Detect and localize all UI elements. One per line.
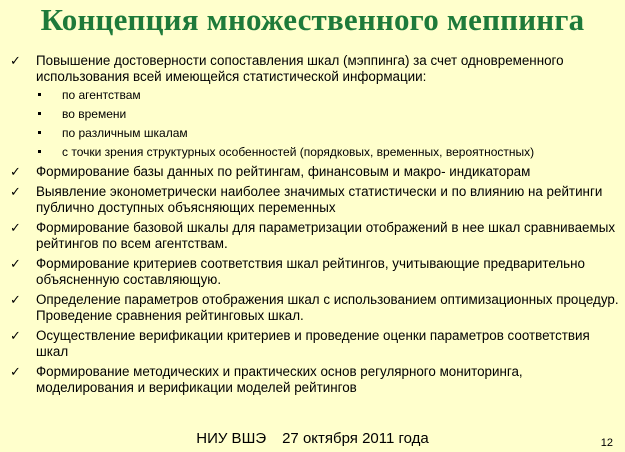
checkmark-icon: ✓	[10, 164, 21, 179]
footer-org: НИУ ВШЭ	[196, 430, 267, 447]
list-item	[10, 328, 620, 360]
list-item	[10, 184, 620, 216]
list-item-text: Формирование критериев соответствия шкал рейтингов, учитывающие предварительно объясненную составляющую.	[36, 256, 585, 287]
list-item-text: Выявление эконометрически наиболее значимых статистически и по влиянию на рейтинги публично доступных объясняющих переменных	[36, 184, 603, 215]
sub-list-item-text: во времени	[62, 107, 127, 121]
checkmark-icon: ✓	[10, 220, 21, 235]
square-bullet-icon	[38, 93, 41, 96]
sub-list-item-text: с точки зрения структурных особенностей (порядковых, временных, вероятностных)	[62, 145, 535, 159]
list-item-text: Осуществление верификации критериев и проведение оценки параметров соответствия шкал	[36, 328, 590, 359]
sub-list-item-text: по агентствам	[62, 88, 141, 102]
sub-list-item	[36, 144, 620, 160]
list-item-text: Повышение достоверности сопоставления шкал (мэппинга) за счет одновременного использования всей имеющейся статистической информации:	[36, 53, 564, 84]
square-bullet-icon	[38, 131, 41, 134]
list-item-text: Формирование базы данных по рейтингам, финансовым и макро- индикаторам	[36, 164, 531, 179]
list-item	[10, 164, 620, 180]
square-bullet-icon	[38, 112, 41, 115]
page-number: 12	[600, 437, 613, 449]
list-item	[10, 292, 620, 324]
sub-list	[36, 87, 620, 160]
footer-date: 27 октября 2011 года	[282, 430, 429, 447]
list-item-text: Определение параметров отображения шкал с использованием оптимизационных процедур. Проведение сравнения рейтинговых шкал.	[36, 292, 619, 323]
sub-list-item	[36, 125, 620, 141]
checkmark-icon: ✓	[10, 328, 21, 343]
list-item	[10, 220, 620, 252]
list-item-text: Формирование базовой шкалы для параметризации отображений в нее шкал сравниваемых рейтингов по всем агентствам.	[36, 220, 616, 251]
list-item	[10, 364, 620, 396]
slide-title: Концепция множественного меппинга	[40, 2, 585, 37]
checkmark-icon: ✓	[10, 292, 21, 307]
sub-list-item	[36, 87, 620, 103]
slide-footer	[0, 430, 625, 448]
bullet-list	[10, 53, 620, 400]
square-bullet-icon	[38, 150, 41, 153]
checkmark-icon: ✓	[10, 256, 21, 271]
list-item	[10, 53, 620, 160]
checkmark-icon: ✓	[10, 53, 21, 68]
sub-list-item-text: по различным шкалам	[62, 126, 188, 140]
list-item-text: Формирование методических и практических основ регулярного мониторинга, моделирования и верификации моделей рейтингов	[36, 364, 523, 395]
checkmark-icon: ✓	[10, 184, 21, 199]
list-item	[10, 256, 620, 288]
sub-list-item	[36, 106, 620, 122]
checkmark-icon: ✓	[10, 364, 21, 379]
